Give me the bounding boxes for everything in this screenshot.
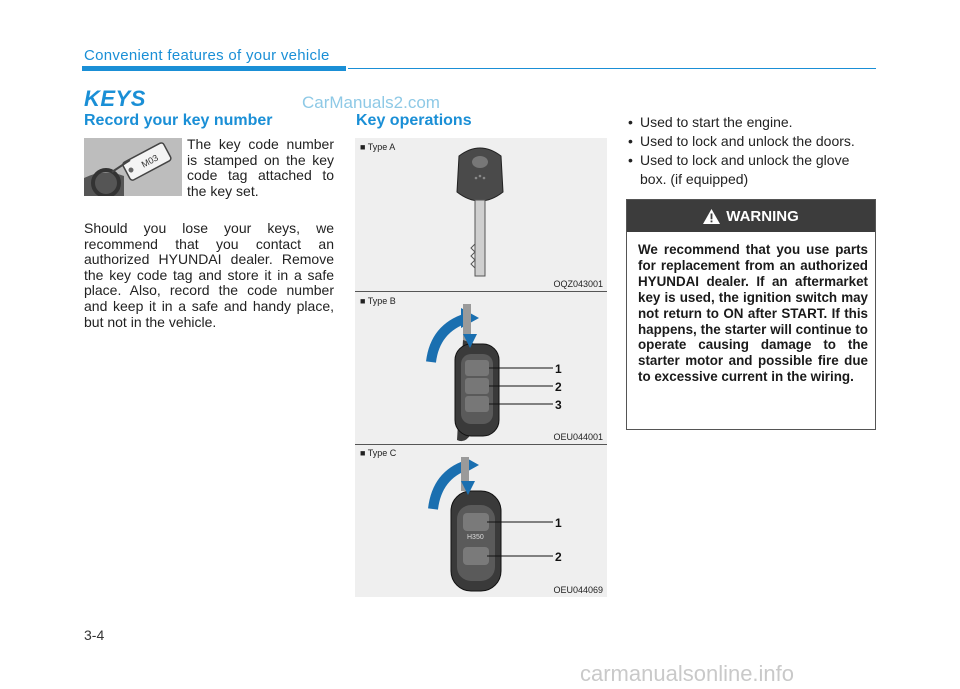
footer-watermark: carmanualsonline.info [580,661,795,686]
header-bar [82,66,346,71]
key-type-c-panel [355,445,607,597]
fob-label: H350 [467,534,484,541]
warning-triangle-icon [703,209,720,224]
lost-keys-paragraph: Should you lose your keys, we recommend that you contact an authorized HYUNDAI dealer. Remove the key code tag and store it in a safe place. Also, record the code number and keep it in a safe and handy place, but not in the vehicle. [84,220,334,330]
button-number-2: 2 [555,550,562,564]
warning-title: WARNING [726,207,799,225]
operations-heading: Key operations [356,112,472,129]
record-heading: Record your key number [84,112,273,129]
key-uses-list [624,113,878,189]
running-header: Convenient features of your vehicle [84,47,330,64]
panel-c-code: OEU044069 [553,585,603,595]
list-item: • Used to start the engine. [624,113,878,132]
warning-box [626,199,876,430]
page-number: 3-4 [84,627,105,643]
key-code-paragraph: The key code number is stamped on the key code tag attached to the key set. [187,136,334,199]
flip-key-b-icon [395,304,595,444]
warning-header [627,200,875,232]
page-title: KEYS [84,86,146,111]
flip-key-c-icon [395,457,595,597]
key-tag-illustration [84,138,182,196]
header-rule [348,68,876,69]
blade-key-icon [445,144,515,282]
key-type-b-panel [355,292,607,444]
button-number-1: 1 [555,362,562,376]
button-number-1: 1 [555,516,562,530]
warning-text: We recommend that you use parts for replacement from an authorized HYUNDAI dealer. If an aftermarket key is used, the ignition switch may not return to ON after START. If this happens, the starter will continue to operate causing damage to the starter motor and possible fire due to excessive current in the wiring. [638,242,868,385]
panel-a-label: ■ Type A [360,142,396,152]
key-type-a-panel [355,138,607,291]
panel-a-code: OQZ043001 [553,279,603,289]
button-number-2: 2 [555,380,562,394]
tag-code-text: M03 [139,152,160,170]
panel-b-label: ■ Type B [360,296,396,306]
watermark-link[interactable]: CarManuals2.com [302,93,440,112]
panel-b-code: OEU044001 [553,432,603,442]
list-item: • Used to lock and unlock the doors. [624,132,878,151]
panel-c-label: ■ Type C [360,448,397,458]
list-item: • Used to lock and unlock the glove box. (if equipped) [624,151,878,189]
button-number-3: 3 [555,398,562,412]
